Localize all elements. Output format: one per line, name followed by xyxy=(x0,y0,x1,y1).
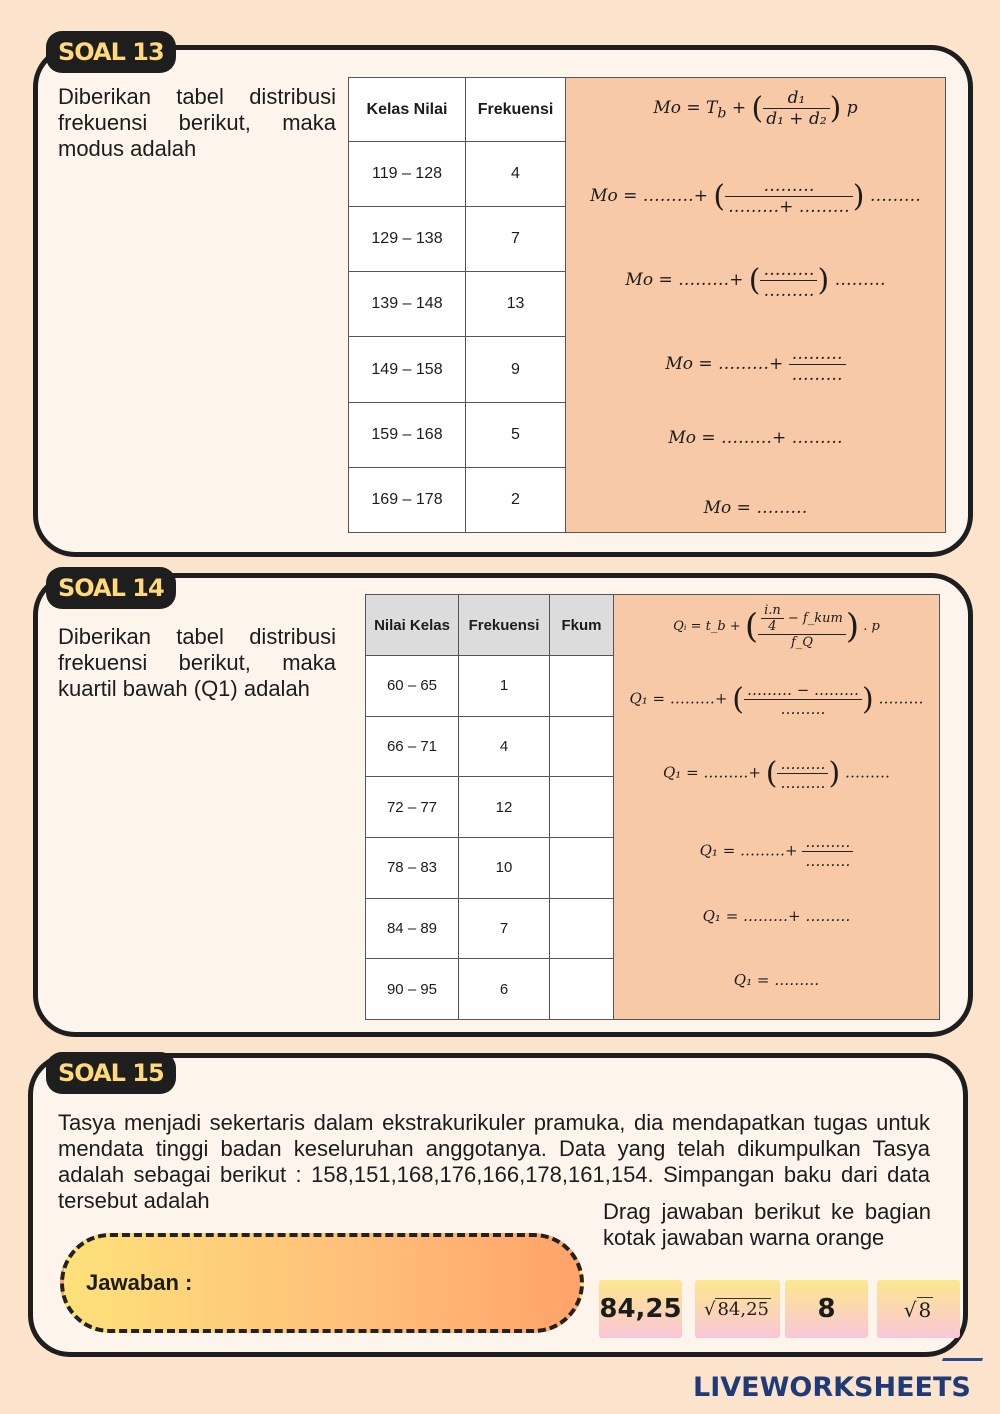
formula-lhs: Mo = xyxy=(653,98,701,118)
cell-kelas: 119 – 128 xyxy=(349,142,466,207)
step-den: ………+ ……… xyxy=(728,197,850,217)
quartile-step-6: Q₁ = ……… xyxy=(733,971,820,989)
cell-kelas: 84 – 89 xyxy=(366,898,459,959)
formula-inner-den: 4 xyxy=(768,619,777,634)
col-header-kelas: Kelas Nilai xyxy=(349,78,466,142)
step-den: ……… xyxy=(791,365,843,385)
step-pre: Q₁ = ………+ xyxy=(629,689,728,708)
step-num: ……… xyxy=(725,176,853,197)
cell-frekuensi: 13 xyxy=(466,272,566,337)
radicand: 8 xyxy=(918,1297,932,1322)
cell-frekuensi: 4 xyxy=(459,716,550,777)
cell-fkum[interactable] xyxy=(550,656,614,717)
table-row xyxy=(349,337,566,402)
cell-frekuensi: 12 xyxy=(459,777,550,838)
cell-kelas: 139 – 148 xyxy=(349,272,466,337)
cell-kelas: 149 – 158 xyxy=(349,337,466,402)
cell-frekuensi: 2 xyxy=(466,467,566,532)
cell-frekuensi: 9 xyxy=(466,337,566,402)
mode-step-6: Mo = ……… xyxy=(703,498,808,518)
mode-step-3: Mo = ………+ ( $\frac{\dots\dots\dots}{\dots\dots\dots}$ ) ……… xyxy=(625,260,886,301)
formula-den: f_Q xyxy=(790,635,813,650)
formula-post: . p xyxy=(863,619,880,634)
soal14-table xyxy=(365,594,614,1020)
option-sqrt-84-25[interactable] xyxy=(695,1280,780,1338)
table-row xyxy=(349,402,566,467)
cell-frekuensi: 7 xyxy=(459,898,550,959)
quartile-step-3: Q₁ = ………+ ( $\frac{\dots\dots\dots}{\dots\dots\dots}$ ) ……… xyxy=(663,755,890,792)
formula-tb: T xyxy=(706,98,718,118)
col-header-frekuensi: Frekuensi xyxy=(466,78,566,142)
soal13-formula-panel xyxy=(565,77,946,533)
radicand: 84,25 xyxy=(717,1299,769,1320)
cell-frekuensi: 10 xyxy=(459,837,550,898)
step-pre: Q₁ = ………+ xyxy=(699,841,798,860)
sqrt-expression: √ 8 xyxy=(903,1297,932,1322)
formula-p: p xyxy=(846,98,858,118)
soal13-tag: SOAL 13 xyxy=(46,31,176,73)
quartile-formula: Qᵢ = t_b + ( $\frac{i.n}{4}$ − f_kum f_Q ) . p xyxy=(673,603,880,650)
cell-kelas: 60 – 65 xyxy=(366,656,459,717)
soal14-tag: SOAL 14 xyxy=(46,567,176,609)
soal13-question: Diberikan tabel distribusi frekuensi berikut, maka modus adalah xyxy=(58,84,336,161)
answer-drop-zone[interactable] xyxy=(60,1233,584,1333)
mode-formula: $Mo = T_b$ + ( $\frac{\text{d₁}}{\text{d₁ + d₂}}$ ) p xyxy=(653,88,858,129)
cell-kelas: 66 – 71 xyxy=(366,716,459,777)
step-post: ……… xyxy=(844,763,890,782)
col-header-fkum: Fkum xyxy=(550,595,614,656)
formula-inner-num: i.n xyxy=(761,603,784,619)
cell-frekuensi: 6 xyxy=(459,959,550,1020)
step-num: ……… xyxy=(760,260,817,281)
step-pre: Mo = ………+ xyxy=(590,186,709,206)
cell-fkum[interactable] xyxy=(550,959,614,1020)
col-header-frekuensi: Frekuensi xyxy=(459,595,550,656)
mode-step-2: Mo = ………+ ( $\frac{\dots\dots\dots}{\dots\dots\dots+ \dots\dots\dots}$ ) ……… xyxy=(590,176,921,217)
formula-tb-sub: b xyxy=(717,105,727,122)
step-num: ……… − ……… xyxy=(744,681,862,700)
step-den: ……… xyxy=(780,774,826,792)
cell-fkum[interactable] xyxy=(550,716,614,777)
option-text: 84,25 xyxy=(599,1294,682,1324)
formula-den: d₁ + d₂ xyxy=(766,109,827,129)
table-row xyxy=(349,272,566,337)
cell-kelas: 72 – 77 xyxy=(366,777,459,838)
col-header-nilai-kelas: Nilai Kelas xyxy=(366,595,459,656)
table-row xyxy=(349,207,566,272)
step-post: ……… xyxy=(834,270,886,290)
mode-step-5: Mo = ………+ ……… xyxy=(668,428,843,448)
step-den: ……… xyxy=(805,852,851,870)
cell-kelas: 78 – 83 xyxy=(366,837,459,898)
formula-pre: Qᵢ = t_b + xyxy=(673,619,741,634)
step-num: ……… xyxy=(789,344,846,365)
table-row xyxy=(349,467,566,532)
cell-fkum[interactable] xyxy=(550,777,614,838)
soal14-formula-panel xyxy=(613,594,940,1020)
drag-instruction: Drag jawaban berikut ke bagian kotak jawaban warna orange xyxy=(603,1199,931,1250)
cell-kelas: 159 – 168 xyxy=(349,402,466,467)
sqrt-expression: √ 84,25 xyxy=(703,1299,769,1320)
table-row xyxy=(349,142,566,207)
option-text: 8 xyxy=(817,1294,836,1324)
step-pre: Q₁ = ………+ xyxy=(663,763,761,782)
soal15-question: Tasya menjadi sekertaris dalam ekstrakurikuler pramuka, dia mendapatkan tugas untuk mendata tinggi badan keseluruhan anggotanya. Data yang telah dikumpulkan Tasya adalah sebagai berikut : 158,151,168,176,166,178,161,154. Simpangan baku dari data tersebut adalah xyxy=(58,1110,930,1213)
cell-frekuensi: 7 xyxy=(466,207,566,272)
quartile-step-5: Q₁ = ………+ ……… xyxy=(702,907,851,925)
liveworksheets-logo: LIVEWORKSHEETS xyxy=(693,1372,971,1403)
cell-frekuensi: 1 xyxy=(459,656,550,717)
option-sqrt-8[interactable] xyxy=(877,1280,960,1338)
step-pre: Mo = ………+ xyxy=(665,354,784,374)
cell-fkum[interactable] xyxy=(550,837,614,898)
cell-kelas: 169 – 178 xyxy=(349,467,466,532)
option-8[interactable] xyxy=(785,1280,868,1338)
step-pre: Mo = ………+ xyxy=(625,270,744,290)
table-row xyxy=(366,777,614,838)
step-post: ……… xyxy=(878,689,924,708)
step-den: ……… xyxy=(780,700,826,718)
formula-minus-fkum: − f_kum xyxy=(787,611,843,626)
step-num: ……… xyxy=(777,755,828,774)
cell-frekuensi: 4 xyxy=(466,142,566,207)
table-row xyxy=(366,959,614,1020)
step-post: ……… xyxy=(869,186,921,206)
soal13-table xyxy=(348,77,566,533)
mode-step-4 xyxy=(566,344,945,385)
table-row xyxy=(366,898,614,959)
table-row xyxy=(366,837,614,898)
quartile-step-4 xyxy=(614,833,939,870)
table-row xyxy=(366,716,614,777)
step-num: ……… xyxy=(802,833,853,852)
option-84-25[interactable] xyxy=(599,1280,682,1338)
cell-kelas: 90 – 95 xyxy=(366,959,459,1020)
table-row xyxy=(366,656,614,717)
formula-num: d₁ xyxy=(763,88,829,109)
soal15-tag: SOAL 15 xyxy=(46,1052,176,1094)
cell-kelas: 129 – 138 xyxy=(349,207,466,272)
quartile-step-2: Q₁ = ………+ ( $\frac{\dots\dots\dots - \dots\dots\dots}{\dots\dots\dots}$ ) ……… xyxy=(629,681,924,718)
soal14-question: Diberikan tabel distribusi frekuensi berikut, maka kuartil bawah (Q1) adalah xyxy=(58,624,336,701)
cell-fkum[interactable] xyxy=(550,898,614,959)
answer-label: Jawaban : xyxy=(86,1270,193,1295)
step-den: ……… xyxy=(763,281,815,301)
cell-frekuensi: 5 xyxy=(466,402,566,467)
